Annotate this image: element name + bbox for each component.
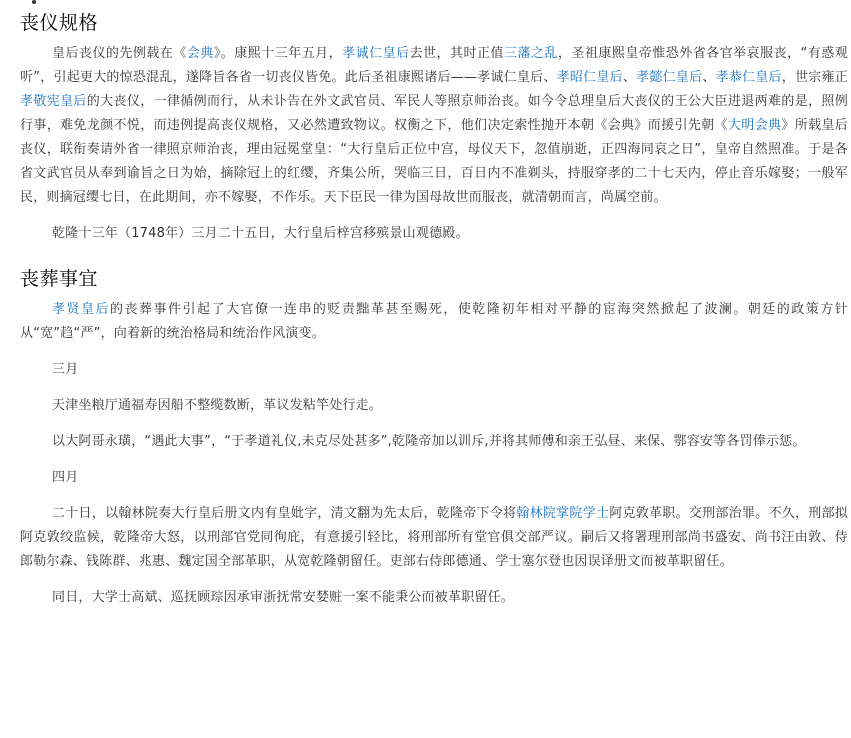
paragraph <box>18 298 848 346</box>
inline-link[interactable]: 孝恭仁皇后 <box>715 70 782 85</box>
text-run: 阿克敦革职。交刑部治罪。不久，刑部拟阿克敦绞监候，乾隆帝大怒，以刑部官党同徇庇，有意援引轻比，将刑部所有堂官俱交部严议。嗣后又将署理刑部尚书盛安、尚书汪由敦、侍郎勒尔森、钱陈群、兆惠、魏定国全部革职，从宽乾隆朝留任。吏部右侍郎德通、学士塞尔登也因误译册文而被革职留任。 <box>20 506 848 569</box>
paragraph <box>18 358 848 382</box>
text-run: 以大阿哥永璜，“遇此大事”，“于孝道礼仪,未克尽处甚多”,乾隆帝加以训斥,并将其师傅和亲王弘昼、来保、鄂容安等各罚俸示惩。 <box>52 434 806 449</box>
text-run: 的丧葬事件引起了大官僚一连串的贬责黜革甚至赐死，使乾隆初年相对平静的宦海突然掀起了波澜。朝廷的政策方针从“宽”趋“严”，向着新的统治格局和统治作风演变。 <box>20 302 848 341</box>
section-title-funeral-affairs: 丧葬事宜 <box>20 268 99 290</box>
text-run: 四月 <box>52 470 79 485</box>
inline-link[interactable]: 三藩之乱 <box>503 46 558 61</box>
text-run: 》所载皇后丧仪，联衔奏请外省一律照京师治丧，理由冠冕堂皇：“大行皇后正位中宫，母仪天下，忽值崩逝，正四海同哀之日”，皇帝自然照准。于是各省文武官员从奉到谕旨之日为始，摘除冠上的红缨，齐集公所，哭临三日，百日内不准剃头，持服穿孝的二十七天内，停止音乐嫁娶；一般军民，则摘冠缨七日，在此期间，亦不嫁娶，不作乐。天下臣民一律为国母故世而服丧，就清朝而言，尚属空前。 <box>20 118 848 205</box>
section-body-funeral-rites <box>18 42 848 246</box>
text-run: 天津坐粮厅通福寿因船不整缆数断，革议发粘竿处行走。 <box>52 398 383 413</box>
paragraph <box>18 430 848 454</box>
paragraph <box>18 42 848 210</box>
article-content <box>18 0 848 610</box>
text-run: 三月 <box>52 362 79 377</box>
section-body-funeral-affairs <box>18 298 848 610</box>
inline-link[interactable]: 孝诚仁皇后 <box>342 46 410 61</box>
text-run: 皇后丧仪的先例载在《 <box>52 46 187 61</box>
paragraph <box>18 394 848 418</box>
inline-link[interactable]: 孝贤皇后 <box>52 302 110 317</box>
text-run: 乾隆十三年（1748年）三月二十五日，大行皇后梓宫移殡景山观德殿。 <box>52 226 469 241</box>
text-run: ，圣祖康熙皇帝惟恐外省各官举哀服丧，“有惑观听”，引起更大的惊恐混乱，遂降旨各省一切丧仪皆免。此后圣祖康熙诸后——孝诚仁皇后、 <box>20 46 848 85</box>
inline-link[interactable]: 孝昭仁皇后 <box>556 70 623 85</box>
text-run: 》。康熙十三年五月， <box>213 46 343 61</box>
paragraph <box>18 466 848 490</box>
inline-link[interactable]: 大明会典 <box>727 118 782 133</box>
section-title-funeral-rites: 丧仪规格 <box>20 12 99 34</box>
paragraph <box>18 586 848 610</box>
inline-link[interactable]: 孝懿仁皇后 <box>636 70 703 85</box>
text-run: ，世宗雍正 <box>781 70 848 85</box>
text-run: 同日，大学士高斌、巡抚顾琮因承审浙抚常安婪赃一案不能秉公而被革职留任。 <box>52 590 515 605</box>
inline-link[interactable]: 翰林院掌院学士 <box>516 506 610 521</box>
paragraph <box>18 222 848 246</box>
inline-link[interactable]: 会典 <box>186 46 214 61</box>
text-run: 的大丧仪，一律循例而行，从未讣告在外文武官员、军民人等照京师治丧。如今令总理皇后大丧仪的王公大臣进退两难的是，照例行事，难免龙颜不悦，而违例提高丧仪规格，又必然遭致物议。权衡之下，他们决定索性抛开本朝《会典》而援引先朝《 <box>20 94 848 133</box>
text-run: 二十日，以翰林院奏大行皇后册文内有皇妣字，清文翻为先太后，乾隆帝下令将 <box>52 506 517 521</box>
paragraph <box>18 502 848 574</box>
text-run: 、 <box>702 70 716 85</box>
text-run: 去世，其时正值 <box>409 46 504 61</box>
text-run: 、 <box>622 70 637 85</box>
inline-link[interactable]: 孝敬宪皇后 <box>20 94 87 109</box>
